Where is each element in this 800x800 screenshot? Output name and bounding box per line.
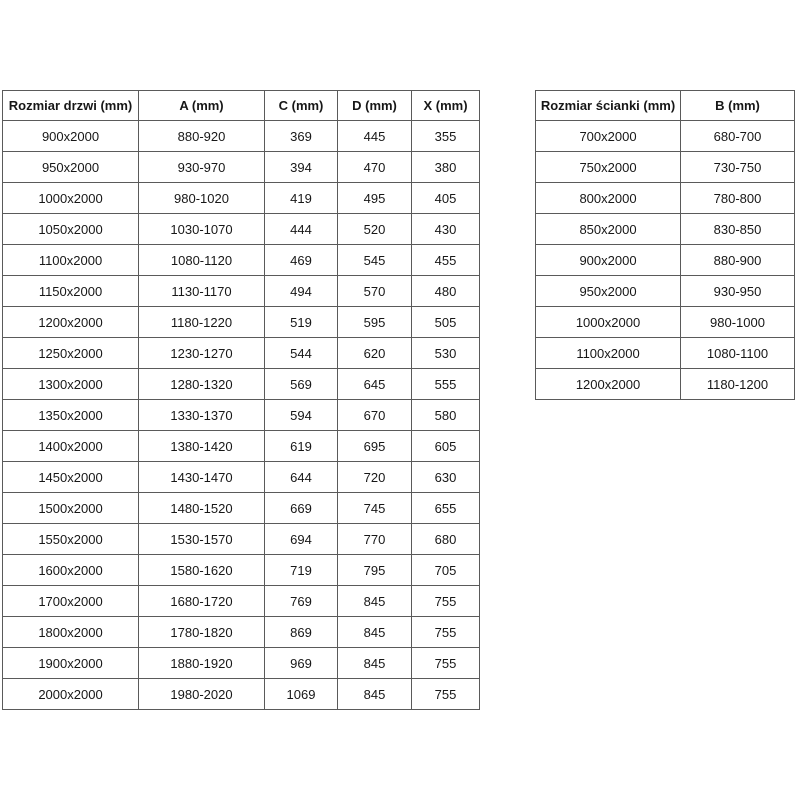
table-row (3, 431, 480, 462)
table-row (3, 493, 480, 524)
table-row (3, 648, 480, 679)
table-cell: 355 (412, 121, 480, 152)
table-cell: 680 (412, 524, 480, 555)
table-cell: 505 (412, 307, 480, 338)
table-cell: 644 (265, 462, 338, 493)
table-row (3, 183, 480, 214)
table-row (3, 245, 480, 276)
table-row (536, 183, 795, 214)
table-cell: 845 (338, 648, 412, 679)
door-table-header-a: A (mm) (139, 91, 265, 121)
table-cell: 1250x2000 (3, 338, 139, 369)
table-cell: 795 (338, 555, 412, 586)
table-row (536, 307, 795, 338)
table-cell: 495 (338, 183, 412, 214)
table-cell: 980-1020 (139, 183, 265, 214)
table-cell: 755 (412, 586, 480, 617)
table-row (536, 152, 795, 183)
table-cell: 555 (412, 369, 480, 400)
table-cell: 1900x2000 (3, 648, 139, 679)
table-cell: 1100x2000 (536, 338, 681, 369)
table-cell: 930-950 (681, 276, 795, 307)
table-cell: 1000x2000 (3, 183, 139, 214)
table-cell: 1550x2000 (3, 524, 139, 555)
table-cell: 669 (265, 493, 338, 524)
table-cell: 770 (338, 524, 412, 555)
table-cell: 545 (338, 245, 412, 276)
table-cell: 655 (412, 493, 480, 524)
table-cell: 1200x2000 (3, 307, 139, 338)
table-row (3, 462, 480, 493)
table-cell: 1230-1270 (139, 338, 265, 369)
table-cell: 694 (265, 524, 338, 555)
table-cell: 494 (265, 276, 338, 307)
table-cell: 950x2000 (3, 152, 139, 183)
table-cell: 444 (265, 214, 338, 245)
table-cell: 705 (412, 555, 480, 586)
table-cell: 950x2000 (536, 276, 681, 307)
table-row (3, 121, 480, 152)
table-cell: 750x2000 (536, 152, 681, 183)
table-cell: 720 (338, 462, 412, 493)
table-cell: 470 (338, 152, 412, 183)
table-cell: 430 (412, 214, 480, 245)
table-cell: 1380-1420 (139, 431, 265, 462)
table-cell: 530 (412, 338, 480, 369)
table-cell: 1530-1570 (139, 524, 265, 555)
door-table-header-x: X (mm) (412, 91, 480, 121)
table-cell: 1080-1100 (681, 338, 795, 369)
table-cell: 1030-1070 (139, 214, 265, 245)
table-cell: 519 (265, 307, 338, 338)
table-cell: 1180-1200 (681, 369, 795, 400)
table-cell: 1400x2000 (3, 431, 139, 462)
table-cell: 1580-1620 (139, 555, 265, 586)
table-cell: 1280-1320 (139, 369, 265, 400)
table-cell: 670 (338, 400, 412, 431)
table-cell: 1300x2000 (3, 369, 139, 400)
table-cell: 1180-1220 (139, 307, 265, 338)
table-row (3, 586, 480, 617)
wall-table-header-b: B (mm) (681, 91, 795, 121)
table-row (3, 369, 480, 400)
table-cell: 1780-1820 (139, 617, 265, 648)
wall-table-body (536, 121, 795, 400)
table-row (536, 369, 795, 400)
table-row (3, 152, 480, 183)
table-cell: 380 (412, 152, 480, 183)
table-row (536, 121, 795, 152)
table-cell: 480 (412, 276, 480, 307)
table-cell: 845 (338, 617, 412, 648)
table-cell: 780-800 (681, 183, 795, 214)
table-cell: 570 (338, 276, 412, 307)
table-row (3, 214, 480, 245)
door-table-header-d: D (mm) (338, 91, 412, 121)
table-cell: 969 (265, 648, 338, 679)
door-table-header (3, 91, 480, 121)
table-cell: 745 (338, 493, 412, 524)
table-cell: 869 (265, 617, 338, 648)
table-cell: 595 (338, 307, 412, 338)
table-cell: 900x2000 (536, 245, 681, 276)
table-cell: 730-750 (681, 152, 795, 183)
table-cell: 695 (338, 431, 412, 462)
table-cell: 1430-1470 (139, 462, 265, 493)
table-cell: 1350x2000 (3, 400, 139, 431)
table-row (536, 276, 795, 307)
door-table-header-c: C (mm) (265, 91, 338, 121)
table-cell: 1500x2000 (3, 493, 139, 524)
table-cell: 419 (265, 183, 338, 214)
table-cell: 455 (412, 245, 480, 276)
table-cell: 845 (338, 679, 412, 710)
table-cell: 469 (265, 245, 338, 276)
table-row (3, 617, 480, 648)
table-cell: 880-920 (139, 121, 265, 152)
table-cell: 369 (265, 121, 338, 152)
wall-table-header-size: Rozmiar ścianki (mm) (536, 91, 681, 121)
table-cell: 980-1000 (681, 307, 795, 338)
table-cell: 755 (412, 617, 480, 648)
table-cell: 719 (265, 555, 338, 586)
table-cell: 1880-1920 (139, 648, 265, 679)
table-cell: 445 (338, 121, 412, 152)
table-cell: 1600x2000 (3, 555, 139, 586)
table-row (536, 245, 795, 276)
table-cell: 544 (265, 338, 338, 369)
table-cell: 930-970 (139, 152, 265, 183)
table-cell: 520 (338, 214, 412, 245)
table-cell: 1000x2000 (536, 307, 681, 338)
table-cell: 800x2000 (536, 183, 681, 214)
table-cell: 2000x2000 (3, 679, 139, 710)
table-cell: 680-700 (681, 121, 795, 152)
table-row (3, 400, 480, 431)
table-cell: 394 (265, 152, 338, 183)
table-cell: 1450x2000 (3, 462, 139, 493)
table-cell: 1480-1520 (139, 493, 265, 524)
table-row (3, 555, 480, 586)
table-cell: 1330-1370 (139, 400, 265, 431)
table-cell: 769 (265, 586, 338, 617)
table-cell: 1200x2000 (536, 369, 681, 400)
table-cell: 845 (338, 586, 412, 617)
table-cell: 755 (412, 679, 480, 710)
table-header-row (536, 91, 795, 121)
door-table-header-size: Rozmiar drzwi (mm) (3, 91, 139, 121)
table-cell: 405 (412, 183, 480, 214)
table-cell: 1100x2000 (3, 245, 139, 276)
table-cell: 755 (412, 648, 480, 679)
table-cell: 1700x2000 (3, 586, 139, 617)
table-cell: 700x2000 (536, 121, 681, 152)
table-row (3, 524, 480, 555)
table-row (3, 338, 480, 369)
table-cell: 1069 (265, 679, 338, 710)
table-cell: 850x2000 (536, 214, 681, 245)
table-cell: 580 (412, 400, 480, 431)
table-header-row (3, 91, 480, 121)
table-cell: 630 (412, 462, 480, 493)
table-cell: 620 (338, 338, 412, 369)
table-row (536, 214, 795, 245)
door-size-table (2, 90, 480, 710)
table-cell: 830-850 (681, 214, 795, 245)
table-cell: 594 (265, 400, 338, 431)
table-cell: 1080-1120 (139, 245, 265, 276)
table-cell: 1680-1720 (139, 586, 265, 617)
table-row (3, 679, 480, 710)
table-cell: 1800x2000 (3, 617, 139, 648)
table-cell: 900x2000 (3, 121, 139, 152)
table-cell: 645 (338, 369, 412, 400)
wall-table-header (536, 91, 795, 121)
wall-size-table (535, 90, 795, 400)
door-table-body (3, 121, 480, 710)
table-row (536, 338, 795, 369)
table-cell: 605 (412, 431, 480, 462)
table-cell: 569 (265, 369, 338, 400)
table-cell: 1130-1170 (139, 276, 265, 307)
table-cell: 1050x2000 (3, 214, 139, 245)
table-row (3, 307, 480, 338)
table-cell: 1980-2020 (139, 679, 265, 710)
table-row (3, 276, 480, 307)
table-cell: 880-900 (681, 245, 795, 276)
table-cell: 619 (265, 431, 338, 462)
table-cell: 1150x2000 (3, 276, 139, 307)
